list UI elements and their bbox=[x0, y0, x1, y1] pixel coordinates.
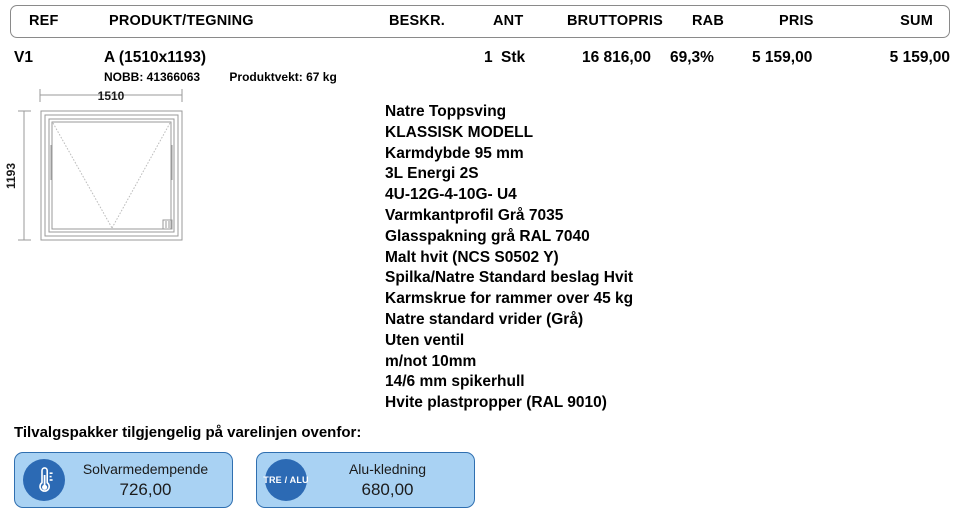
description-line: KLASSISK MODELL bbox=[385, 123, 534, 141]
upsell-card-list bbox=[14, 452, 475, 508]
upsell-card-price: 680,00 bbox=[361, 479, 414, 499]
column-header-bruttopris: BRUTTOPRIS bbox=[567, 13, 663, 29]
upsell-section-title: Tilvalgspakker tilgjengelig på varelinjen ovenfor: bbox=[14, 424, 362, 441]
upsell-card-body bbox=[307, 460, 474, 501]
cell-gross-price: 16 816,00 bbox=[582, 49, 651, 66]
cell-product-name: A (1510x1193) bbox=[104, 49, 206, 66]
description-line: Karmskrue for rammer over 45 kg bbox=[385, 290, 634, 308]
description-line: Malt hvit (NCS S0502 Y) bbox=[385, 248, 559, 266]
description-line: Uten ventil bbox=[385, 331, 465, 349]
window-technical-drawing bbox=[0, 85, 210, 250]
nobb-number: NOBB: 41366063 bbox=[104, 70, 201, 84]
tre-alu-icon bbox=[265, 459, 307, 501]
column-header-pris: PRIS bbox=[779, 13, 814, 29]
column-header-produkt: PRODUKT/TEGNING bbox=[109, 13, 254, 29]
dimension-height bbox=[18, 111, 31, 240]
table-header bbox=[10, 5, 950, 38]
cell-ref: V1 bbox=[14, 49, 33, 66]
table-row bbox=[0, 46, 960, 86]
description-line: Varmkantprofil Grå 7035 bbox=[385, 206, 564, 224]
thermometer-icon bbox=[23, 459, 65, 501]
product-meta bbox=[104, 70, 337, 84]
column-header-rab: RAB bbox=[692, 13, 725, 29]
description-line: Hvite plastpropper (RAL 9010) bbox=[385, 394, 607, 412]
upsell-card-label: Alu-kledning bbox=[348, 460, 427, 477]
tre-alu-icon-label: TRE / ALU bbox=[263, 475, 309, 485]
column-header-ant: ANT bbox=[493, 13, 524, 29]
cell-price: 5 159,00 bbox=[752, 49, 813, 66]
dimension-height-label: 1193 bbox=[4, 162, 18, 190]
column-header-beskr: BESKR. bbox=[389, 13, 445, 29]
upsell-card-alu-kledning[interactable] bbox=[256, 452, 475, 508]
description-line: 3L Energi 2S bbox=[385, 165, 479, 183]
column-header-ref: REF bbox=[29, 13, 59, 29]
upsell-card-body bbox=[65, 460, 232, 501]
window-drawing-svg bbox=[0, 85, 210, 250]
cell-sum: 5 159,00 bbox=[889, 49, 950, 66]
cell-quantity: 1 bbox=[484, 49, 493, 66]
cell-discount: 69,3% bbox=[670, 49, 714, 66]
description-line: 4U-12G-4-10G- U4 bbox=[385, 186, 517, 204]
cell-quantity-unit: Stk bbox=[501, 49, 526, 66]
dimension-width-label: 1510 bbox=[97, 89, 125, 103]
product-weight: Produktvekt: 67 kg bbox=[229, 70, 337, 84]
upsell-card-solvarmedempende[interactable] bbox=[14, 452, 233, 508]
upsell-card-price: 726,00 bbox=[119, 479, 172, 499]
product-description bbox=[385, 102, 805, 414]
description-line: m/not 10mm bbox=[385, 352, 477, 370]
description-line: Karmdybde 95 mm bbox=[385, 144, 524, 162]
description-line: 14/6 mm spikerhull bbox=[385, 373, 525, 391]
description-line: Natre Toppsving bbox=[385, 103, 507, 120]
description-line: Spilka/Natre Standard beslag Hvit bbox=[385, 269, 634, 287]
description-line: Glasspakning grå RAL 7040 bbox=[385, 227, 590, 245]
opening-direction-indicator bbox=[53, 123, 170, 228]
upsell-card-label: Solvarmedempende bbox=[82, 460, 209, 477]
description-line: Natre standard vrider (Grå) bbox=[385, 310, 584, 328]
column-header-sum: SUM bbox=[900, 13, 933, 29]
